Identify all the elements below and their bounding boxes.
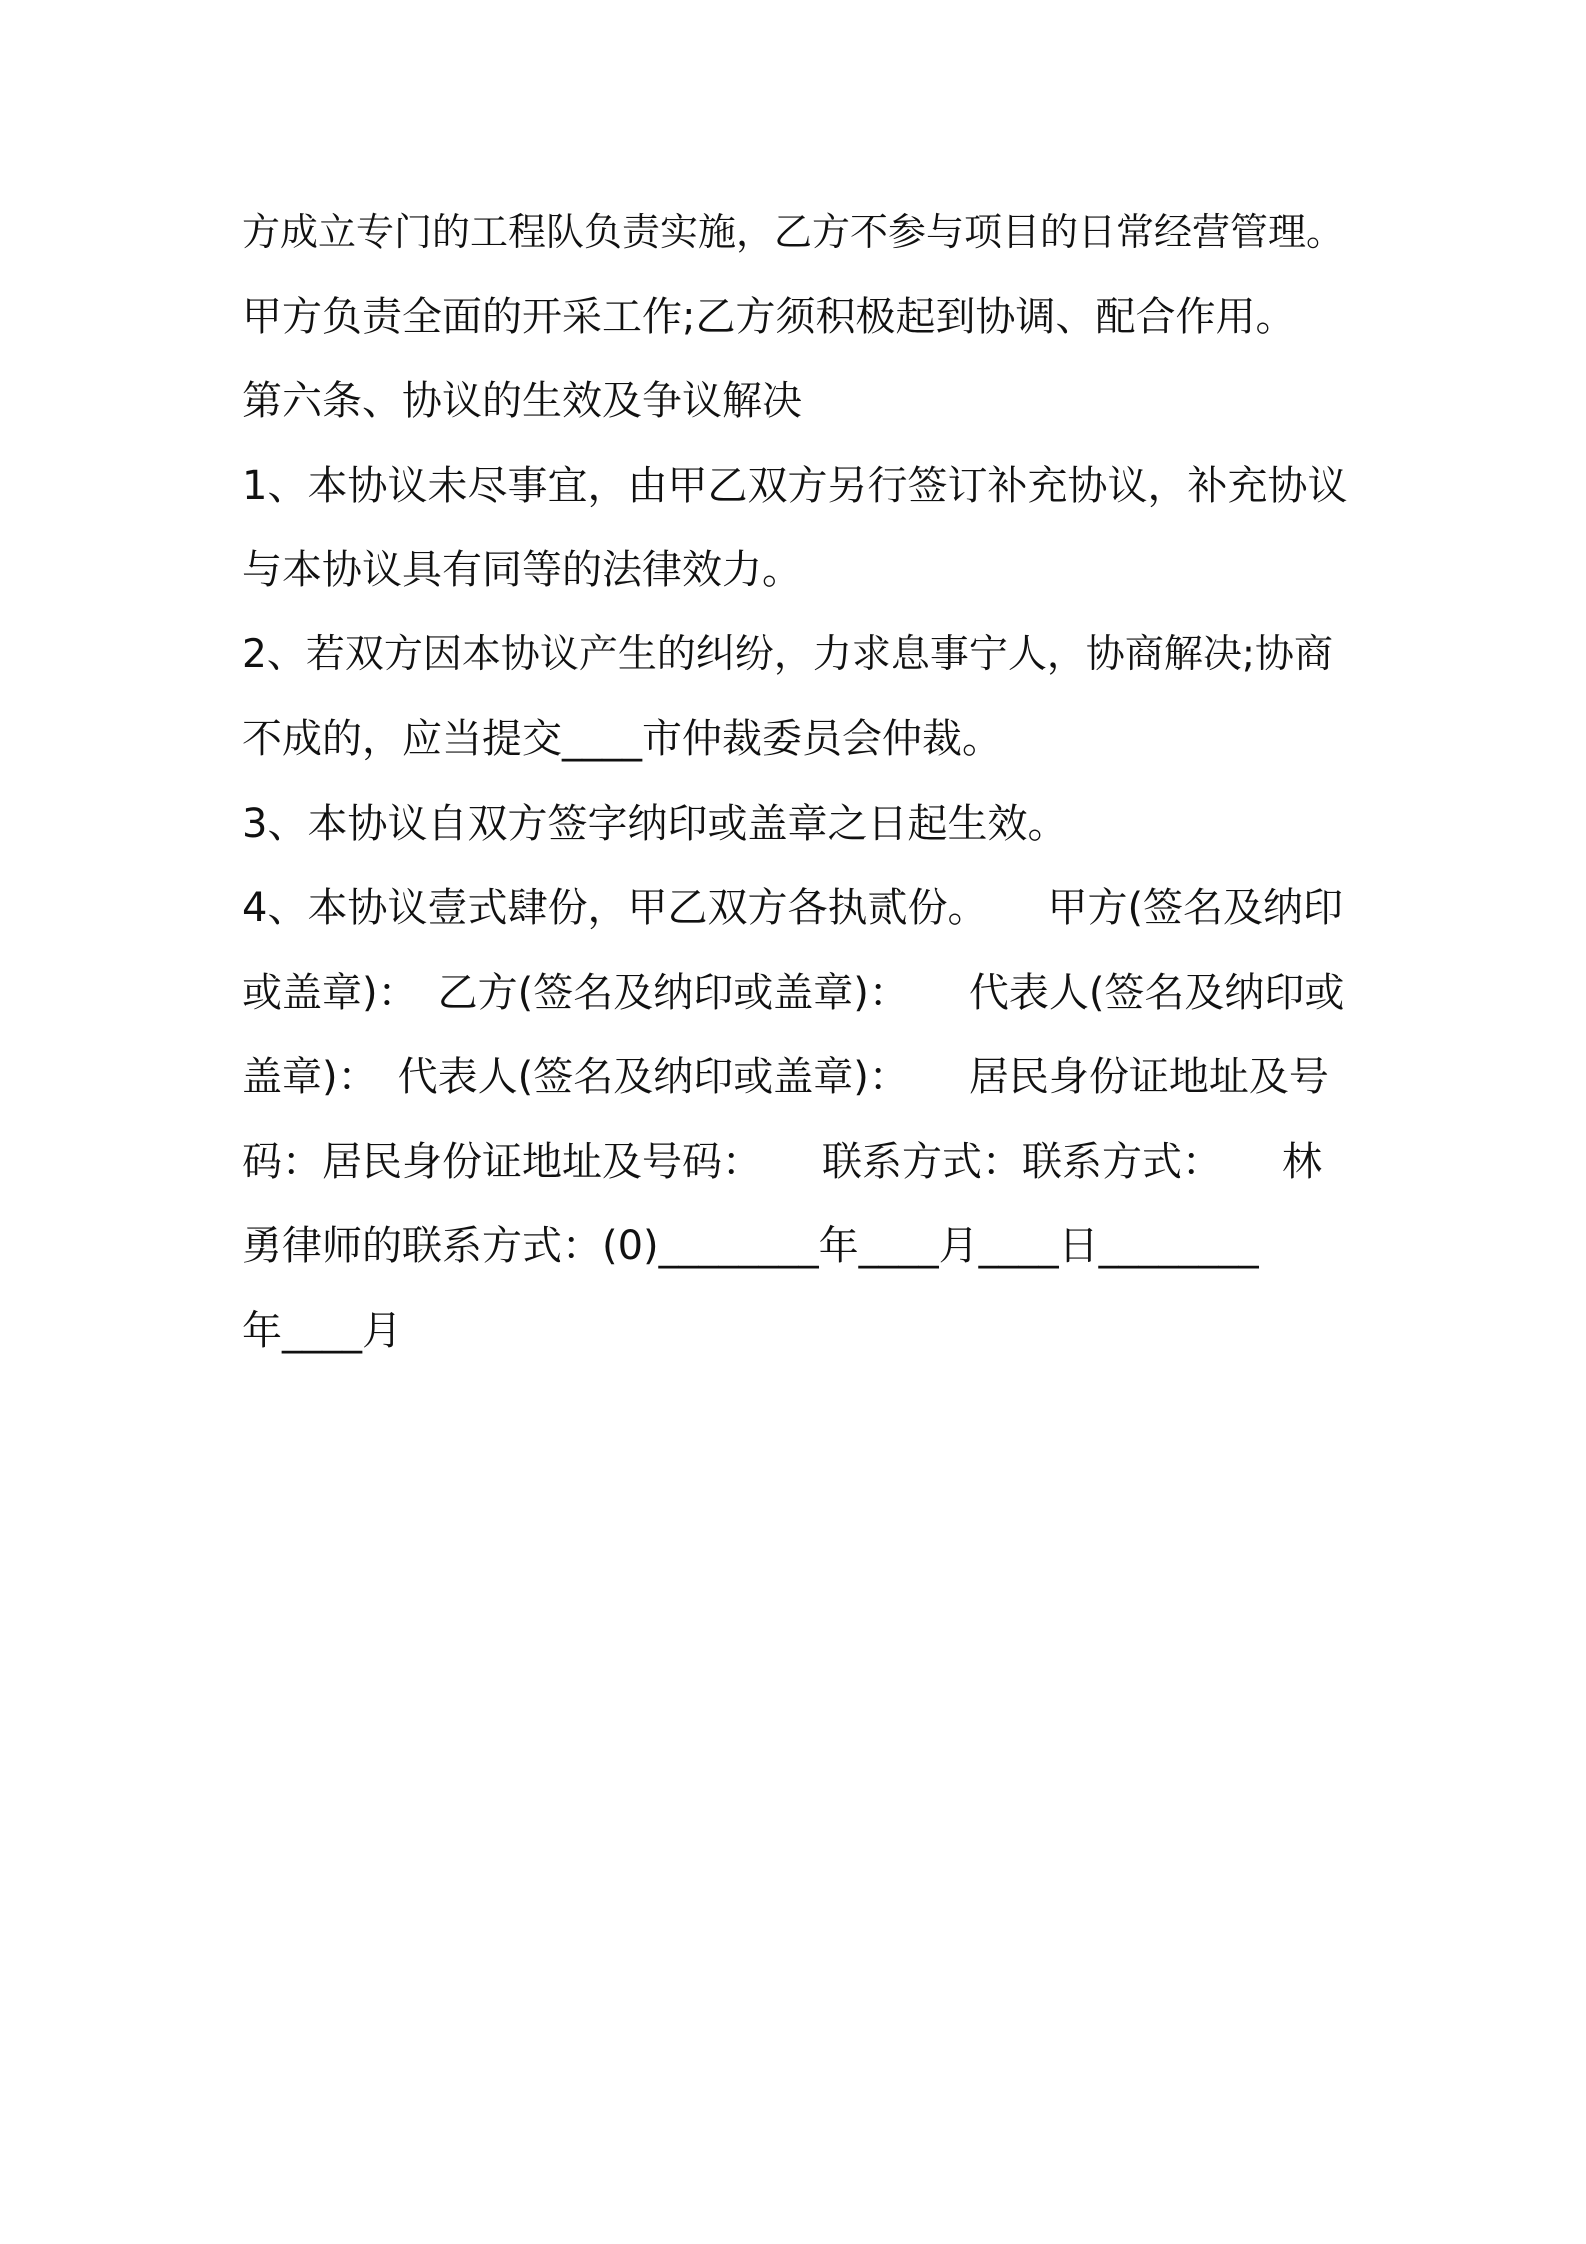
text-line: 甲方负责全面的开采工作;乙方须积极起到协调、配合作用。 [242,293,1296,340]
text-line: 与本协议具有同等的法律效力。 [242,547,802,593]
text-line: 3、本协议自双方签字纳印或盖章之日起生效。 [242,800,1068,847]
text-line: 方成立专门的工程队负责实施，乙方不参与项目的日常经营管理。 [242,210,1345,254]
text-line: 或盖章)： 乙方(签名及纳印或盖章)： 代表人(签名及纳印或 [242,969,1345,1016]
text-line: 年____月 [242,1307,402,1354]
section-heading: 第六条、协议的生效及争议解决 [242,378,802,424]
text-line: 2、若双方因本协议产生的纠纷，力求息事宁人，协商解决;协商 [242,631,1333,677]
text-line: 码：居民身份证地址及号码： 联系方式：联系方式： 林 [242,1138,1322,1185]
text-line: 不成的，应当提交____市仲裁委员会仲裁。 [242,716,1002,762]
text-line: 勇律师的联系方式：(0)________年____月____日________ [242,1223,1259,1269]
text-line: 盖章)： 代表人(签名及纳印或盖章)： 居民身份证地址及号 [242,1054,1329,1100]
text-line: 1、本协议未尽事宜，由甲乙双方另行签订补充协议，补充协议 [242,462,1348,509]
document-body [242,190,1357,1373]
text-line: 4、本协议壹式肆份，甲乙双方各执贰份。 甲方(签名及纳印 [242,885,1344,931]
